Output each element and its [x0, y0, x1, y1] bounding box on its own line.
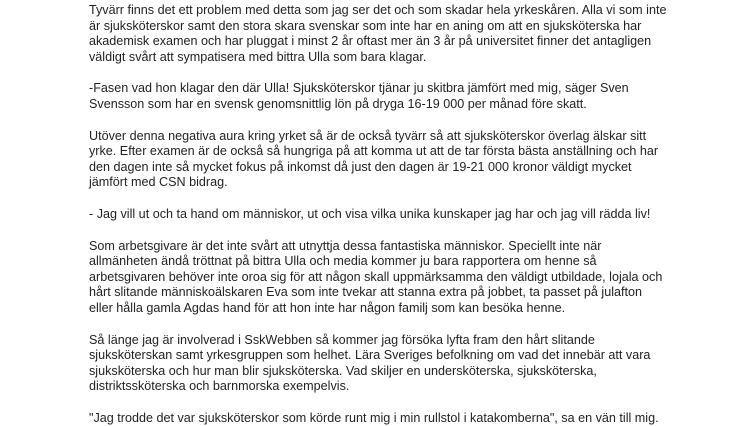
paragraph-gap [89, 317, 669, 333]
paragraph-gap [89, 223, 669, 239]
paragraph-employer: Som arbetsgivare är det inte svårt att utnyttja dessa fantastiska människor. Speciellt inte när allmänheten ändå tröttnat på bittra Ulla och media kommer ju bara rapportera om henne så arbetsgivaren behöver inte oroa sig för att någon skall uppmärksamma den väldigt utbildade, lojala och hårt slitande människoälskaren Eva som inte tvekar att stanna extra på jobbet, ta passet på julafton eller hålla gamla Agdas hand för att hon inte har någon familj som kan besöka henne. [89, 238, 663, 315]
paragraph-sven-quote: -Fasen vad hon klagar den där Ulla! Sjuksköterskor tjänar ju skitbra jämfört med mig, säger Sven Svensson som har en svensk genomsnittlig lön på dryga 16-19 000 per månad före skatt. [89, 81, 629, 111]
paragraph-gap [89, 191, 669, 207]
paragraph-sskwebben: Så länge jag är involverad i SskWebben så kommer jag försöka lyfta fram den hårt slitande sjuksköterskan samt yrkesgruppen som helhet. Lära Sveriges befolkning om vad det innebär att vara sjuksköterska och hur man blir sjuksköterska. Vad skiljer en undersköterska, sjuksköterska, distriktssköterska och barnmorska exempelvis. [89, 332, 651, 394]
paragraph-problem: Tyvärr finns det ett problem med detta som jag ser det och som skadar hela yrkeskåren. Alla vi som inte är sjuksköterskor samt den stora skara svenskar som inte har en aning om att en sjuksköterska har akademisk examen och har pluggat i minst 2 år oftast mer än 3 år på universitet finner det antagligen väldigt svårt att sympatisera med bittra Ulla som bara klagar. [89, 3, 667, 64]
paragraph-negative-aura: Utöver denna negativa aura kring yrket så är de också tyvärr så att sjuksköterskor överlag älskar sitt yrke. Efter examen är de också så hungriga på att komma ut att de tar första bästa anställning och har den dagen inte så mycket fokus på inkomst då just den dagen är 19-21 000 kronor väldigt mycket jämfört med CSN bidrag. [89, 128, 659, 190]
paragraph-gap [89, 395, 669, 411]
document-body [89, 0, 669, 426]
paragraph-save-lives-quote: - Jag vill ut och ta hand om människor, ut och visa vilka unika kunskaper jag har och jag vill rädda liv! [89, 206, 651, 221]
paragraph-friend-quote: "Jag trodde det var sjuksköterskor som körde runt mig i min rullstol i katakomberna", sa en vän till mig. [89, 410, 659, 425]
paragraph-gap [89, 65, 669, 81]
paragraph-gap [89, 113, 669, 129]
